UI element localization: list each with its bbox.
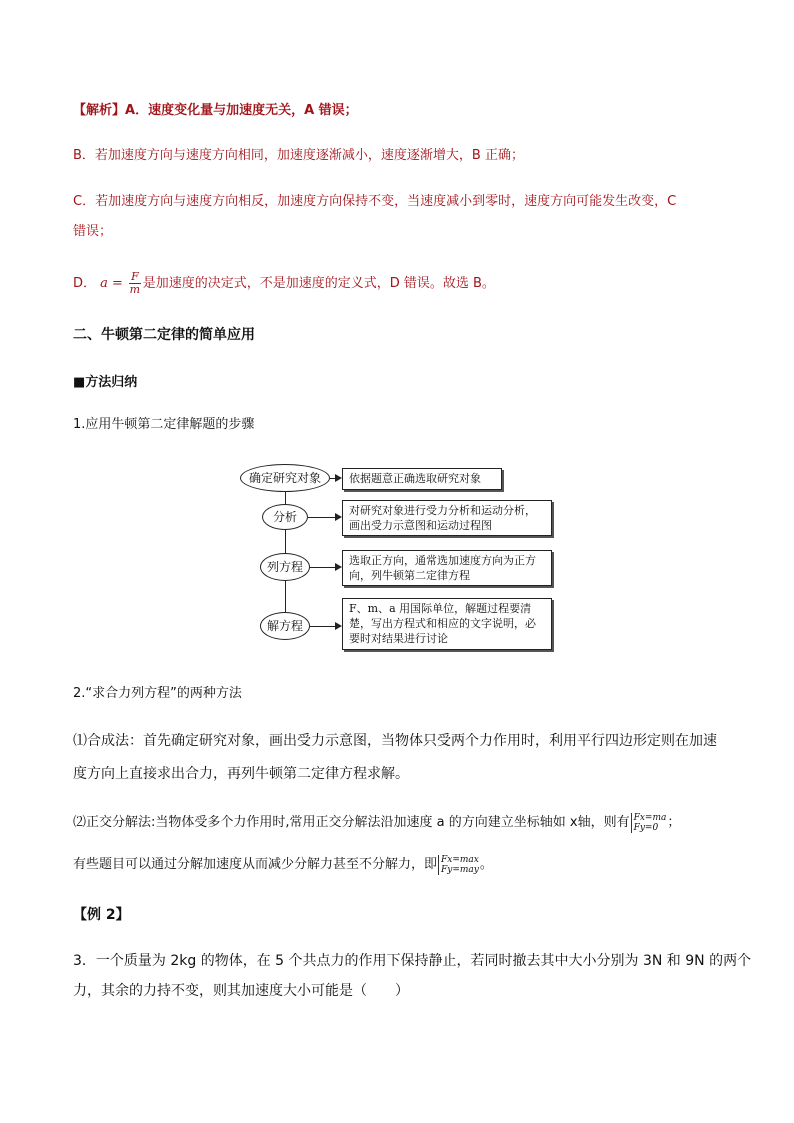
step-box-1: 依据题意正确选取研究对象 (342, 468, 502, 490)
step-arrow-4 (335, 622, 342, 630)
option-c-text-1: C．若加速度方向与速度方向相反，加速度方向保持不变，当速度减小到零时，速度方向可能发生改变，C (73, 194, 677, 209)
formula-denominator: m (129, 283, 141, 296)
step-arrow-2 (335, 513, 342, 521)
section-heading: 二、牛顿第二定律的简单应用 (73, 327, 255, 343)
step-box-3: 选取正方向，通常选加速度方向为正方向，列牛顿第二定律方程 (342, 550, 552, 586)
method-2-text-1: ⑵正交分解法:当物体受多个力作用时,常用正交分解法沿加速度 a 的方向建立坐标轴如 x轴，则有 (73, 815, 630, 830)
step-arrow-1 (335, 474, 342, 482)
step-ellipse-4: 解方程 (260, 612, 310, 640)
step-box-4: F、m、a 用国际单位，解题过程要清楚，写出方程式和相应的文字说明，必要时对结果进行讨论 (342, 598, 552, 650)
step-title: 1.应用牛顿第二定律解题的步骤 (73, 417, 255, 432)
method-2-end-1: ； (667, 815, 681, 830)
question-line-2: 力，其余的力持不变，则其加速度大小可能是（ ） (73, 983, 409, 999)
formula-numerator: F (131, 270, 139, 283)
option-d-prefix: D． (73, 276, 97, 291)
equation-2a: Fx=max (441, 854, 479, 865)
method-1-line-1: ⑴合成法：首先确定研究对象，画出受力示意图，当物体只受两个力作用时，利用平行四边形定则在加速 (73, 733, 717, 749)
equation-system-2 (438, 855, 479, 875)
analysis-tag: 【解析】 (73, 103, 126, 118)
equation-system-1 (631, 813, 667, 833)
option-b-text: B．若加速度方向与速度方向相同，加速度逐渐减小，速度逐渐增大，B 正确； (73, 148, 524, 163)
step-ellipse-2: 分析 (262, 504, 308, 530)
method-2-text-2: 有些题目可以通过分解加速度从而减少分解力甚至不分解力，即 (73, 857, 438, 872)
step-ellipse-3: 列方程 (260, 553, 310, 581)
method-2-line-2 (73, 852, 493, 878)
equation-2b: Fy=may (441, 864, 479, 875)
step-box-2: 对研究对象进行受力分析和运动分析，画出受力示意图和运动过程图 (342, 500, 552, 536)
equation-1b: Fy=0 (633, 822, 659, 833)
option-d-suffix: 是加速度的决定式，不是加速度的定义式，D 错误。故选 B。 (142, 276, 495, 291)
step-ellipse-1: 确定研究对象 (240, 464, 330, 492)
formula-fraction (129, 271, 141, 296)
equation-1a: Fx=ma (633, 812, 667, 823)
option-c-text-2: 错误； (73, 224, 113, 239)
method-title: ■方法归纳 (73, 375, 138, 390)
option-d-line (73, 270, 495, 298)
formula-lhs: a = (100, 276, 123, 291)
step-arrow-3 (335, 563, 342, 571)
question-line-1: 3．一个质量为 2kg 的物体，在 5 个共点力的作用下保持静止，若同时撤去其中大小分别为 3N 和 9N 的两个 (73, 953, 752, 969)
option-a-text: A．速度变化量与加速度无关，A 错误； (125, 103, 358, 118)
method-2-end-2: 。 (479, 857, 493, 872)
example-label: 【例 2】 (73, 907, 130, 923)
method-1-line-2: 度方向上直接求出合力，再列牛顿第二定律方程求解。 (73, 766, 409, 782)
methods-title: 2.“求合力列方程”的两种方法 (73, 686, 242, 701)
method-2-line-1 (73, 810, 680, 836)
analysis-line-a (73, 101, 358, 121)
